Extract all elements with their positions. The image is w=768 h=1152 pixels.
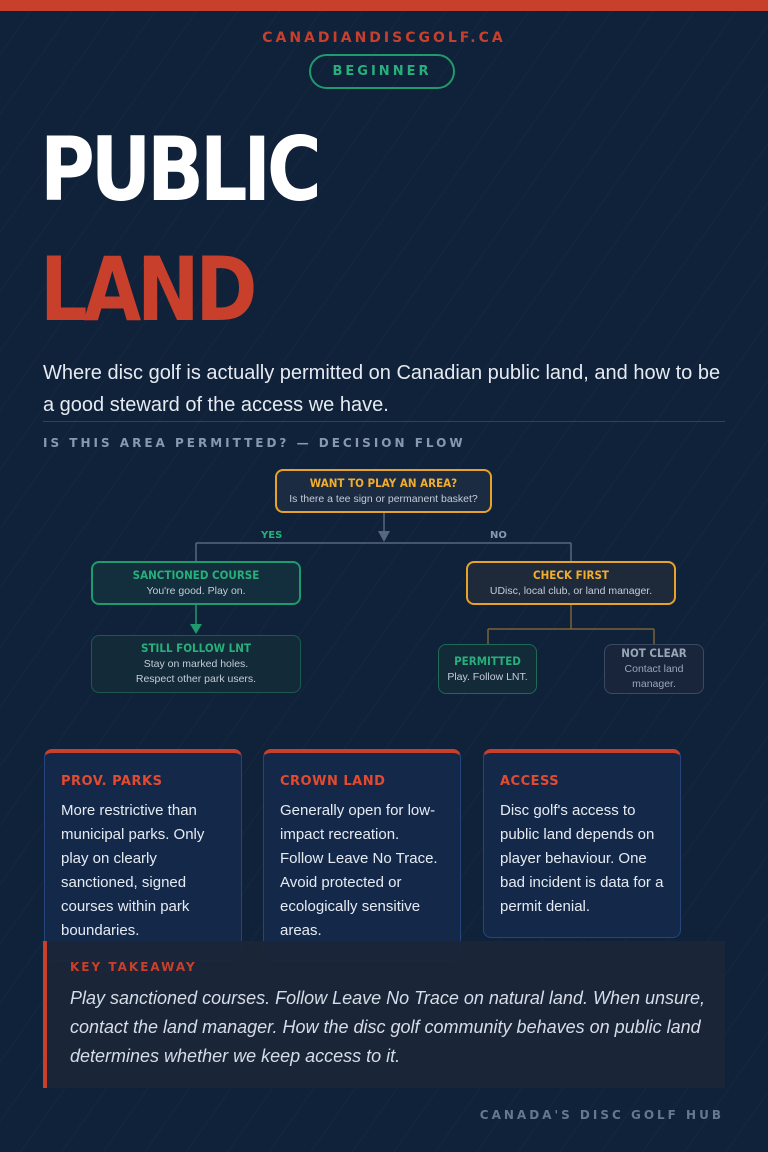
flow-node-subtext-line: Stay on marked holes. bbox=[143, 658, 249, 670]
flow-node-permitted bbox=[438, 644, 537, 694]
flow-node-subtext: Contact land manager. bbox=[624, 663, 684, 690]
page-subtitle: Where disc golf is actually permitted on Canadian public land, and how to be a good steward of the access we have. bbox=[43, 362, 721, 416]
flow-node-subtext: UDisc, local club, or land manager. bbox=[489, 584, 653, 597]
flow-node-sanctioned bbox=[91, 561, 301, 605]
card-title: ACCESS bbox=[500, 774, 560, 789]
card-title: CROWN LAND bbox=[280, 774, 386, 789]
key-takeaway-box bbox=[43, 941, 725, 1088]
flow-node-subtext bbox=[92, 657, 300, 687]
flow-node-subtext-line: Respect other park users. bbox=[135, 673, 257, 685]
arrow-to-lnt bbox=[190, 624, 202, 634]
flow-node-title: SANCTIONED COURSE bbox=[132, 567, 260, 582]
arrow-start-down bbox=[378, 531, 390, 542]
card-title: PROV. PARKS bbox=[61, 774, 163, 789]
card-body: Generally open for low-impact recreation. Follow Leave No Trace. Avoid protected or ecologically sensitive areas. bbox=[280, 802, 438, 939]
flow-node-title: WANT TO PLAY AN AREA? bbox=[309, 475, 458, 490]
flow-node-subtext: Is there a tee sign or permanent basket? bbox=[289, 492, 478, 505]
no-label: NO bbox=[490, 530, 507, 541]
divider bbox=[43, 421, 725, 422]
flow-node-check-first bbox=[466, 561, 676, 605]
yes-label: YES bbox=[261, 530, 283, 541]
info-card-prov-parks bbox=[44, 749, 242, 961]
flow-node-still-follow-lnt bbox=[91, 635, 301, 693]
site-name: CANADIANDISCGOLF.CA bbox=[262, 30, 506, 46]
card-body: More restrictive than municipal parks. Only play on clearly sanctioned, signed courses within park boundaries. bbox=[61, 802, 205, 939]
takeaway-text: Play sanctioned courses. Follow Leave No Trace on natural land. When unsure, contact the land manager. How the disc golf community behaves on public land determines whether we keep access to it. bbox=[70, 988, 706, 1066]
footer-tagline: CANADA'S DISC GOLF HUB bbox=[479, 1108, 724, 1122]
page-title-line2: LAND bbox=[40, 238, 254, 341]
card-body: Disc golf's access to public land depends on player behaviour. One bad incident is data for a permit denial. bbox=[500, 802, 664, 915]
flow-node-title: CHECK FIRST bbox=[533, 567, 609, 582]
level-badge: BEGINNER bbox=[309, 54, 455, 89]
flow-node-subtext: Play. Follow LNT. bbox=[447, 670, 528, 683]
page-title-line1: PUBLIC bbox=[40, 118, 318, 221]
flow-node-start bbox=[275, 469, 492, 513]
top-accent-bar bbox=[0, 0, 768, 11]
takeaway-heading: KEY TAKEAWAY bbox=[70, 960, 197, 974]
flow-node-title: NOT CLEAR bbox=[621, 646, 687, 660]
flow-node-title: STILL FOLLOW LNT bbox=[141, 641, 251, 655]
info-card-access bbox=[483, 749, 681, 938]
flow-node-not-clear bbox=[604, 644, 704, 694]
flow-node-title: PERMITTED bbox=[454, 653, 521, 668]
flow-node-subtext: You're good. Play on. bbox=[146, 584, 246, 597]
info-card-crown-land bbox=[263, 749, 461, 961]
section-label: IS THIS AREA PERMITTED? — DECISION FLOW bbox=[43, 436, 466, 450]
